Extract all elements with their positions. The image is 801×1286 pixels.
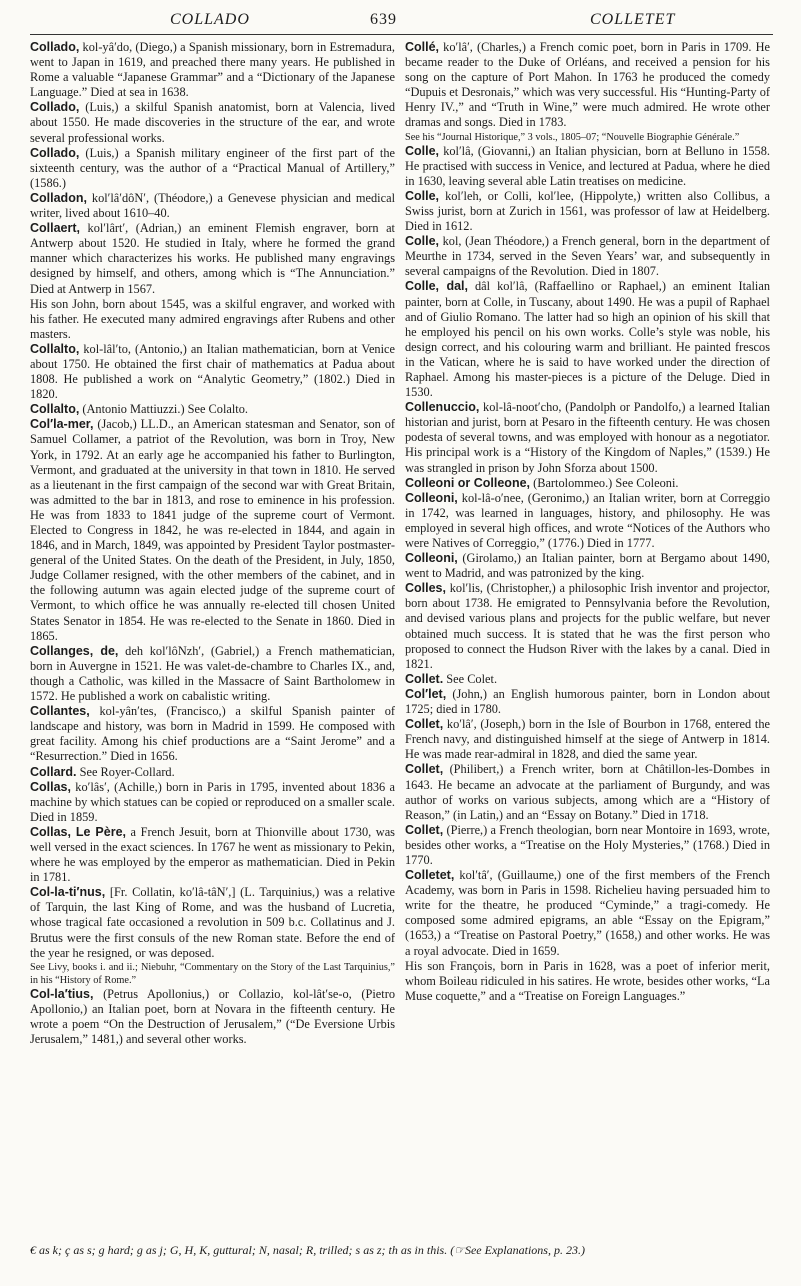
dictionary-entry [30, 342, 395, 402]
dictionary-entry [30, 644, 395, 704]
dictionary-entry [405, 762, 770, 822]
entry-text: kol′lârt′, (Adrian,) an eminent Flemish engraver, born at Antwerp about 1520. He studied in Italy, where he formed the grand manner which characterizes his works. He published many engravings designed by himself, and others, among which is “The Annunciation.” Died at Antwerp in 1567. [30, 221, 395, 296]
page-number: 639 [370, 11, 397, 28]
dictionary-entry [30, 146, 395, 191]
entry-text: kol-lâ-o′nee, (Geronimo,) an Italian writer, born at Correggio in 1742, was learned in languages, history, and philosophy. He was employed in several high offices, and wrote “Notices of the Authors who were Natives of Correggio,” (1776.) Died in 1777. [405, 490, 770, 550]
entry-text: kol, (Jean Théodore,) a French general, born in the department of Meurthe in 1734, served in the Seven Years’ war, and subsequently in several campaigns of the Revolution. Died in 1807. [405, 234, 770, 279]
reference-note [405, 131, 770, 144]
header-right-word: COLLETET [590, 11, 676, 28]
dictionary-entry [30, 825, 395, 885]
entry-text: (John,) an English humorous painter, born in London about 1725; died in 1780. [405, 686, 770, 717]
dictionary-entry [30, 417, 395, 643]
dictionary-entry [405, 672, 770, 687]
entry-headword: Collas, [30, 779, 71, 794]
entry-text: a French Jesuit, born at Thionville about 1730, was well versed in the exact sciences. In 1767 he went as missionary to Pekin, where he was employed by the emperor as mathematician. Died in Pekin in 1781. [30, 824, 395, 885]
dictionary-entry [30, 40, 395, 100]
entry-text: [Fr. Collatin, ko′lâ-tâN′,] (L. Tarquinius,) was a relative of Tarquin, the last King of Rome, and was the husband of Lucretia, whose tragical fate occasioned a revolution in 509 b.c. Collatinus and J. Brutus were the first consuls of the new Roman state. Before the end of the year he resigned, or was deposed. [30, 885, 395, 960]
entry-headword: Collantes, [30, 704, 90, 719]
entry-headword: Collet, [405, 717, 444, 732]
dictionary-entry [30, 100, 395, 145]
entry-text: See his “Journal Historique,” 3 vols., 1805–07; “Nouvelle Biographie Générale.” [405, 131, 740, 143]
entry-headword: Collet, [405, 762, 444, 777]
dictionary-entry [30, 402, 395, 417]
entry-text: ko′lâ′, (Charles,) a French comic poet, born in Paris in 1709. He became reader to the Duke of Orléans, and received a pension for his song on the capture of Port Mahon. In 1763 he produced the comedy “Dupuis et Desronais,” which was very successful. His “Hunting-Party of Henry IV.,” and “Truth in Wine,” were much admired. He wrote other dramas and songs. Died in 1783. [405, 40, 770, 130]
entry-headword: Colleoni, [405, 490, 458, 505]
entry-text: kol′lâ′dôN′, (Théodore,) a Genevese physician and medical writer, lived about 1610–40. [30, 190, 395, 221]
dictionary-entry [30, 704, 395, 764]
reference-note [30, 961, 395, 987]
entry-headword: Collalto, [30, 341, 80, 356]
entry-text: dâl kol′lâ, (Raffaellino or Raphael,) an eminent Italian painter, born at Colle, in Tuscany, about 1490. He was a pupil of Raphael and of Giulio Romano. The latter had so high an opinion of his skill that he employed his pencil on his own works. Colle’s style was noble, his design correct, and his colouring warm and brilliant. He painted frescos in the Vatican, where he is said to have worked under the direction of Raphael. Among his master-pieces is a picture of the Deluge. Died in 1530. [405, 279, 770, 400]
entry-headword: Collard. [30, 764, 77, 779]
entry-text: kol′tâ′, (Guillaume,) one of the first members of the French Academy, was born in Paris in 1598. Richelieu having persuaded him to write for the theatre, he produced “Cyminde,” a tragi-comedy. He composed some admired epigrams, an able “Essay on the Epigram,” (1653,) a “Treatise on Pastoral Poetry,” (1658,) and other works. He was a royal advocate. Died in 1659. [405, 868, 770, 958]
dictionary-entry [405, 687, 770, 717]
entry-headword: Collaert, [30, 221, 81, 236]
dictionary-entry [405, 40, 770, 131]
entry-text: (Jacob,) LL.D., an American statesman and Senator, son of Samuel Collamer, a patriot of the Revolution, was born in Troy, New York, in 1792. At an early age he accompanied his father to Burlington, Vermont, and graduated at the university in that town in 1810. He served as a lieutenant in the first campaign of the second war with Great Britain, was admitted to the bar in 1813, and rose to eminence in his profession. He was from 1833 to 1841 judge of the supreme court of Vermont. Elected to Congress in 1842, he was re-elected in 1844, and again in 1846, and in March, 1849, was appointed by President Taylor postmaster-general of the United States. On the death of the President, in July, 1850, Judge Collamer resigned, with the other members of the cabinet, and in the following autumn was again elected judge of the supreme court of Vermont, to which office he was annually re-elected till chosen United States Senator in 1854. He was re-elected to the Senate in 1860. Died in 1865. [30, 417, 395, 643]
entry-text: (Antonio Mattiuzzi.) See Colalto. [79, 402, 248, 417]
dictionary-entry [405, 279, 770, 400]
entry-text: His son François, born in Paris in 1628, was a poet of inferior merit, whom Boileau ridiculed in his satires. He wrote, besides other works, “La Muse coquette,” and a “Treatise on Foreign Languages.” [405, 958, 770, 1003]
entry-text: ko′lâs′, (Achille,) born in Paris in 1795, invented about 1836 a machine by which statues can be copied or reproduced on a smaller scale. Died in 1859. [30, 779, 395, 824]
entry-text: deh kol′lôNzh′, (Gabriel,) a French mathematician, born in Auvergne in 1521. He was valet-de-chambre to Charles IX., and, though a Catholic, was killed in the Massacre of Saint Bartholomew in 1572. He published a work on cabalistic writing. [30, 643, 395, 704]
entry-text: His son John, born about 1545, was a skilful engraver, and worked with his father. He executed many admired engravings after Rubens and other masters. [30, 296, 395, 341]
dictionary-entry [405, 581, 770, 672]
entry-headword: Col′la-mer, [30, 417, 94, 432]
dictionary-entry [405, 823, 770, 868]
entry-text: (Girolamo,) an Italian painter, born at Bergamo about 1490, went to Madrid, and was patronized by the king. [405, 551, 770, 581]
dictionary-entry [405, 868, 770, 959]
entry-headword: Collet, [405, 822, 444, 837]
entry-headword: Collet. [405, 671, 444, 686]
entry-headword: Colleoni, [405, 551, 458, 566]
dictionary-entry [30, 885, 395, 960]
dictionary-entry [405, 491, 770, 551]
entry-text: (Luis,) a Spanish military engineer of the first part of the sixteenth century, was the author of a “Practical Manual of Artillery,” (1586.) [30, 145, 395, 190]
dictionary-entry [405, 717, 770, 762]
left-column [30, 40, 395, 1240]
entry-headword: Collé, [405, 40, 440, 54]
entry-headword: Colletet, [405, 868, 455, 883]
entry-text: kol′leh, or Colli, kol′lee, (Hippolyte,) written also Collibus, a Swiss jurist, born at Zurich in 1561, was professor of law at Heidelberg. Died in 1612. [405, 188, 770, 234]
entry-headword: Col-la-ti′nus, [30, 885, 106, 900]
entry-text: kol′lâ, (Giovanni,) an Italian physician, born at Belluno in 1558. He practised with success in Venice, and lectured at Padua, where he died in 1630, leaving several able Latin treatises on medicine. [405, 143, 770, 188]
entry-headword: Col-la′tius, [30, 986, 94, 1001]
entry-headword: Colle, [405, 188, 440, 203]
entry-headword: Collalto, [30, 402, 80, 417]
entry-text: See Colet. [443, 671, 498, 686]
entry-text: (Pierre,) a French theologian, born near Montoire in 1693, wrote, besides other works, a “Treatise on the Holy Mysteries,” (1768.) Died in 1770. [405, 822, 770, 867]
pronunciation-key-footer: € as k; ç as s; g hard; g as j; G, H, K, guttural; N, nasal; R, trilled; s as z; th as in this. (☞See Explanations, p. 23.) [30, 1243, 585, 1257]
header-left-word: COLLADO [170, 11, 250, 28]
dictionary-entry [405, 400, 770, 475]
entry-headword: Collas, Le Père, [30, 824, 127, 839]
entry-text: (Luis,) a skilful Spanish anatomist, born at Valencia, lived about 1550. He made discoveries in the structure of the ear, and wrote several professional works. [30, 100, 395, 145]
entry-text: kol′lis, (Christopher,) a philosophic Irish inventor and projector, born about 1738. He emigrated to Pennsylvania before the Revolution, and devised various plans and projects for the public welfare, but never obtained much success. It is stated that he was the first person who proposed to connect the Hudson River with the lakes by a canal. Died in 1821. [405, 581, 770, 671]
entry-headword: Collado, [30, 40, 80, 54]
entry-text: See Livy, books i. and ii.; Niebuhr, “Commentary on the Story of the Last Tarquinius,” in his “History of Rome.” [30, 961, 395, 986]
entry-text: kol-lâl′to, (Antonio,) an Italian mathematician, born at Venice about 1750. He obtained the first chair of mathematics at Padua about 1808. He published a work on “Analytic Geometry,” (1802.) Died in 1820. [30, 341, 395, 402]
dictionary-entry [30, 297, 395, 342]
dictionary-entry [30, 191, 395, 221]
entry-headword: Colleoni or Colleone, [405, 475, 531, 490]
entry-text: ko′lâ′, (Joseph,) born in the Isle of Bourbon in 1768, entered the French navy, and distinguished himself at the siege of Antwerp in 1814. He was made rear-admiral in 1828, and died the same year. [405, 717, 770, 762]
entry-headword: Collenuccio, [405, 400, 480, 415]
entry-text: kol-lâ-noot′cho, (Pandolph or Pandolfo,) a learned Italian historian and jurist, born at Pesaro in the fifteenth century. He was chosen podesta of several towns, and was employed with honour as a negotiator. His principal work is a “History of the Kingdom of Naples,” (1539.) He was strangled in prison by John Sforza about 1500. [405, 400, 770, 475]
right-column [405, 40, 770, 1240]
entry-headword: Colle, [405, 234, 440, 249]
entry-text: (Philibert,) a French writer, born at Châtillon-les-Dombes in 1643. He became an advocate at the parliament of Burgundy, and was author of works on various subjects, among which are a “History of Reason,” (in Latin,) and an “Essay on Botany.” Died in 1718. [405, 762, 770, 822]
entry-headword: Colle, dal, [405, 279, 468, 294]
dictionary-entry [405, 189, 770, 234]
entry-headword: Collado, [30, 145, 80, 160]
dictionary-entry [405, 144, 770, 189]
dictionary-entry [30, 987, 395, 1047]
entry-text: kol-yân′tes, (Francisco,) a skilful Spanish painter of landscape and history, was born in Madrid in 1599. He composed with great facility. Among his chief productions are a “Saint Jerome” and a “Resurrection.” Died in 1656. [30, 704, 395, 764]
dictionary-entry [405, 234, 770, 279]
entry-headword: Collado, [30, 100, 80, 115]
dictionary-entry [405, 476, 770, 491]
entry-headword: Col′let, [405, 686, 447, 701]
entry-text: kol-yâ′do, (Diego,) a Spanish missionary, born in Estremadura, went to Japan in 1619, and preached there many years. He published in Rome a valuable “Japanese Grammar” and a “Dictionary of the Japanese Language.” Died at sea in 1638. [30, 40, 395, 100]
entry-headword: Colles, [405, 581, 446, 596]
entry-headword: Colle, [405, 143, 440, 158]
dictionary-entry [405, 959, 770, 1004]
dictionary-entry [30, 765, 395, 780]
entry-text: (Petrus Apollonius,) or Collazio, kol-lât′se-o, (Pietro Apollonio,) an Italian poet, born at Novara in the fifteenth century. He wrote a poem “On the Destruction of Jerusalem,” (“De Eversione Urbis Jerusalem,” 1481,) and several other works. [30, 986, 395, 1046]
dictionary-entry [405, 551, 770, 581]
dictionary-entry [30, 221, 395, 296]
entry-headword: Colladon, [30, 190, 87, 205]
entry-headword: Collanges, de, [30, 643, 119, 658]
dictionary-entry [30, 780, 395, 825]
running-header [30, 8, 773, 35]
entry-text: (Bartolommeo.) See Coleoni. [530, 475, 679, 490]
entry-text: See Royer-Collard. [76, 764, 175, 779]
